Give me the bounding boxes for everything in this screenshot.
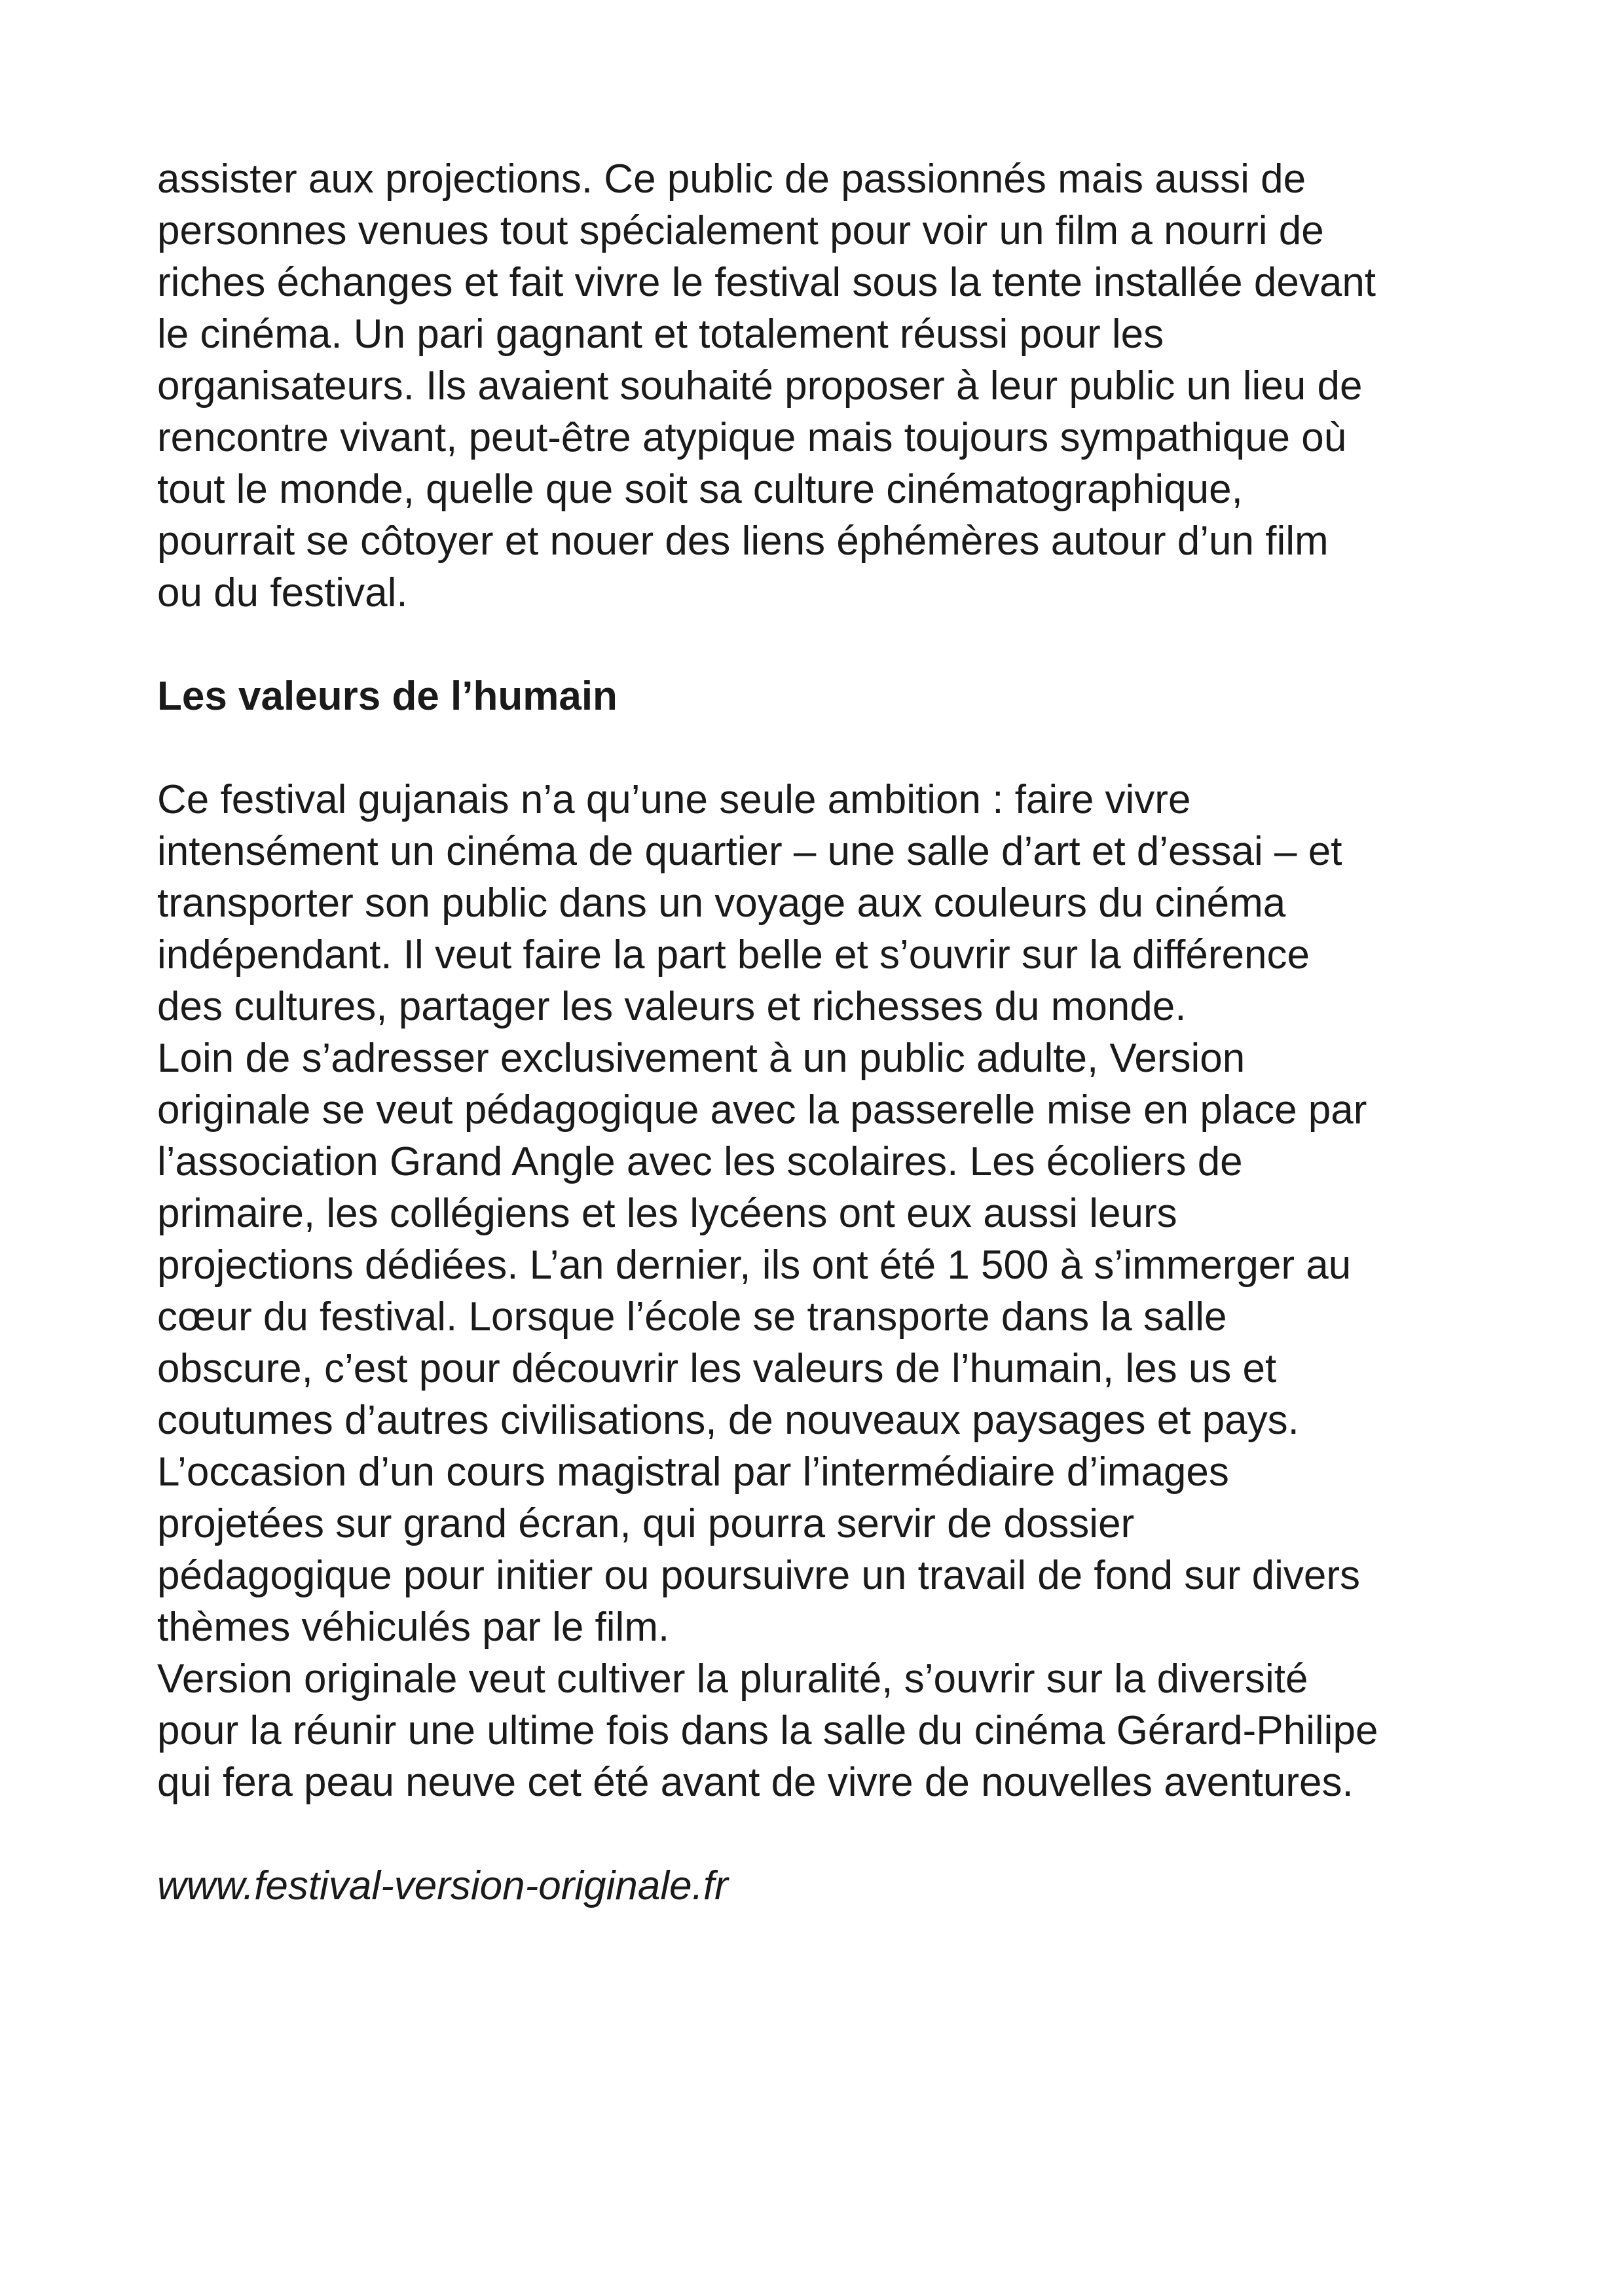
text-line: intensément un cinéma de quartier – une salle d’art et d’essai – et xyxy=(157,829,1342,874)
intro-paragraph xyxy=(157,153,1493,619)
text-line: L’occasion d’un cours magistral par l’intermédiaire d’images xyxy=(157,1449,1229,1495)
website-link[interactable]: www.festival-version-originale.fr xyxy=(157,1863,728,1908)
text-line: ou du festival. xyxy=(157,570,408,615)
section-heading: Les valeurs de l’humain xyxy=(157,674,618,719)
text-line: transporter son public dans un voyage aux couleurs du cinéma xyxy=(157,881,1286,926)
text-line: obscure, c’est pour découvrir les valeurs de l’humain, les us et xyxy=(157,1346,1277,1391)
text-line: rencontre vivant, peut-être atypique mais toujours sympathique où xyxy=(157,415,1347,460)
text-line: projections dédiées. L’an dernier, ils ont été 1 500 à s’immerger au xyxy=(157,1243,1352,1288)
text-line: Loin de s’adresser exclusivement à un public adulte, Version xyxy=(157,1036,1246,1081)
document-page xyxy=(157,153,1493,1912)
text-line: organisateurs. Ils avaient souhaité proposer à leur public un lieu de xyxy=(157,363,1363,409)
text-line: projetées sur grand écran, qui pourra servir de dossier xyxy=(157,1501,1135,1546)
text-line: cœur du festival. Lorsque l’école se transporte dans la salle xyxy=(157,1294,1227,1339)
body-paragraph xyxy=(157,774,1493,1808)
text-line: coutumes d’autres civilisations, de nouveaux paysages et pays. xyxy=(157,1398,1299,1443)
text-line: pour la réunir une ultime fois dans la salle du cinéma Gérard-Philipe xyxy=(157,1708,1378,1753)
text-line: thèmes véhiculés par le film. xyxy=(157,1605,670,1650)
text-line: indépendant. Il veut faire la part belle et s’ouvrir sur la différence xyxy=(157,932,1310,977)
text-line: tout le monde, quelle que soit sa culture cinématographique, xyxy=(157,467,1243,512)
text-line: riches échanges et fait vivre le festival sous la tente installée devant xyxy=(157,260,1376,305)
text-line: pourrait se côtoyer et nouer des liens éphémères autour d’un film xyxy=(157,519,1329,564)
text-line: personnes venues tout spécialement pour voir un film a nourri de xyxy=(157,208,1324,253)
text-line: qui fera peau neuve cet été avant de vivre de nouvelles aventures. xyxy=(157,1760,1354,1805)
text-line: des cultures, partager les valeurs et richesses du monde. xyxy=(157,984,1187,1029)
text-line: pédagogique pour initier ou poursuivre un travail de fond sur divers xyxy=(157,1553,1361,1598)
text-line: l’association Grand Angle avec les scolaires. Les écoliers de xyxy=(157,1139,1243,1184)
text-line: originale se veut pédagogique avec la passerelle mise en place par xyxy=(157,1087,1367,1133)
text-line: assister aux projections. Ce public de passionnés mais aussi de xyxy=(157,156,1306,202)
text-line: le cinéma. Un pari gagnant et totalement réussi pour les xyxy=(157,312,1164,357)
text-line: Version originale veut cultiver la pluralité, s’ouvrir sur la diversité xyxy=(157,1656,1308,1702)
text-line: primaire, les collégiens et les lycéens ont eux aussi leurs xyxy=(157,1191,1177,1236)
text-line: Ce festival gujanais n’a qu’une seule ambition : faire vivre xyxy=(157,777,1191,822)
